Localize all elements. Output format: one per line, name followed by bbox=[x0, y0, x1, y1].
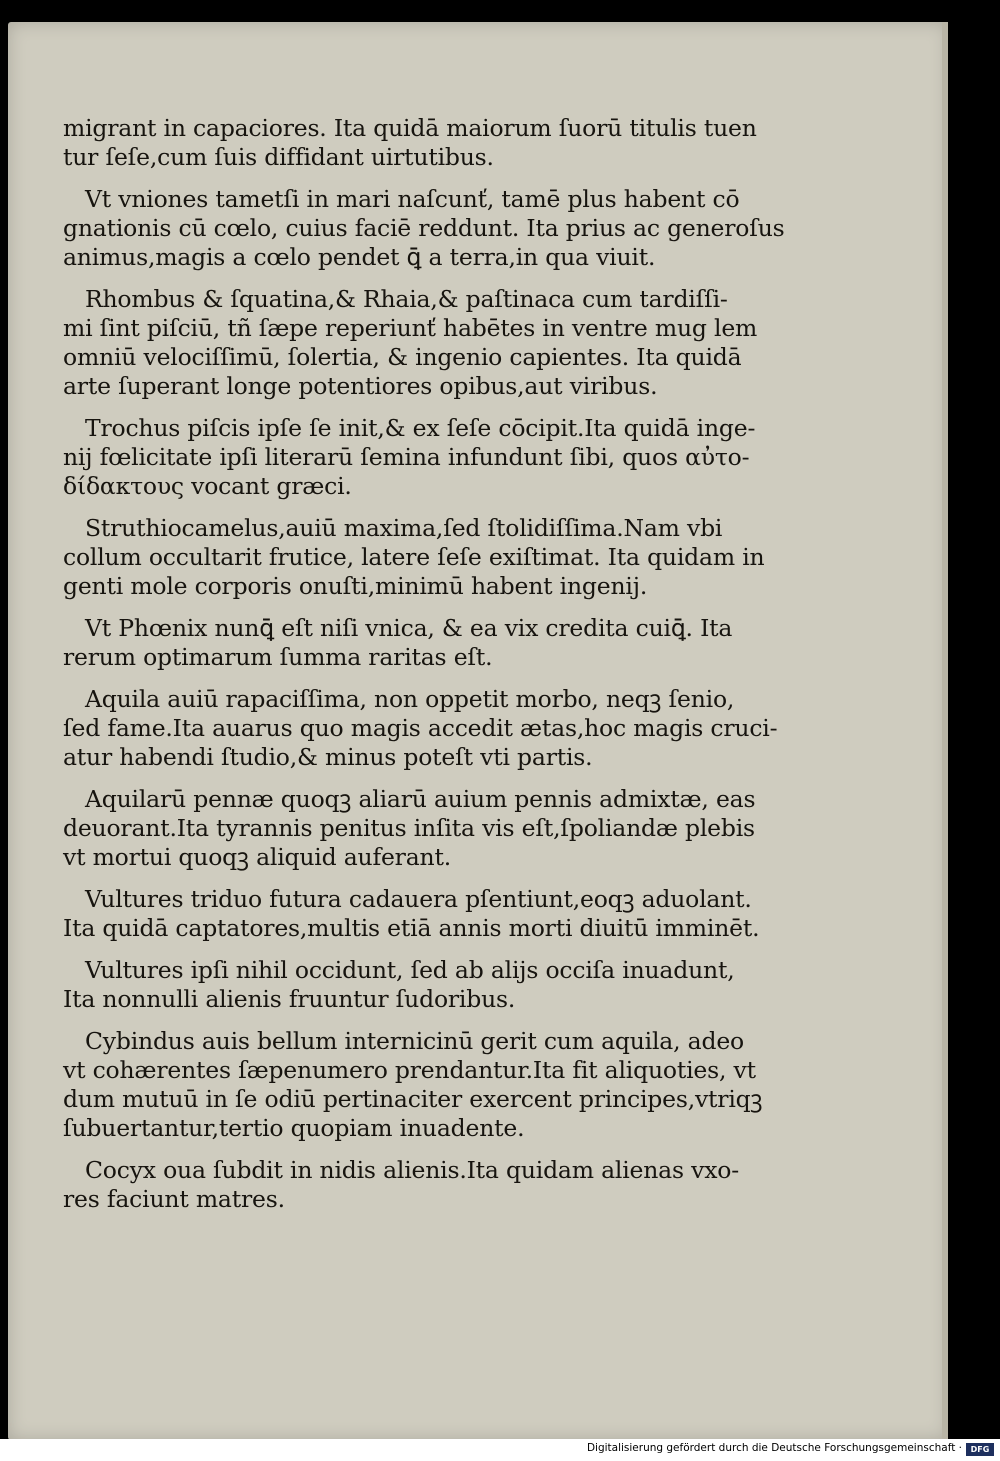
text-line: collum occultarit frutice, latere ſeſe exiſtimat. Ita quidam in bbox=[63, 543, 765, 571]
paragraph bbox=[63, 785, 756, 872]
text-line: vt mortui quoqꝫ aliquid auferant. bbox=[63, 843, 451, 871]
text-line: animus,magis a cœlo pendet ꝗ̄ a terra,in qua viuit. bbox=[63, 243, 656, 271]
text-line: dum mutuū in ſe odiū pertinaciter exercent principes,vtriqꝫ bbox=[63, 1085, 763, 1113]
paragraph bbox=[63, 1156, 739, 1214]
text-line: atur habendi ſtudio,& minus poteſt vti partis. bbox=[63, 743, 593, 771]
text-line: δίδακτους vocant græci. bbox=[63, 472, 352, 500]
text-line: Ita quidā captatores,multis etiā annis morti diuitū imminēt. bbox=[63, 914, 760, 942]
text-line: deuorant.Ita tyrannis penitus inſita vis eſt,ſpoliandæ plebis bbox=[63, 814, 755, 842]
text-line: genti mole corporis onuſti,minimū habent ingenij. bbox=[63, 572, 648, 600]
text-line: tur ſeſe,cum ſuis diffidant uirtutibus. bbox=[63, 143, 494, 171]
text-line: Rhombus & ſquatina,& Rhaia,& paſtinaca cum tardiſſi- bbox=[85, 285, 728, 313]
paragraph bbox=[63, 114, 757, 172]
text-line: Vultures triduo futura cadauera pſentiunt,eoqꝫ aduolant. bbox=[85, 885, 752, 913]
text-line: Cocyx oua ſubdit in nidis alienis.Ita quidam alienas vxo- bbox=[85, 1156, 739, 1184]
text-line: Vultures ipſi nihil occidunt, ſed ab alijs occiſa inuadunt, bbox=[85, 956, 735, 984]
paragraph bbox=[63, 514, 765, 601]
text-line: mi ſint piſciū, tñ ſæpe reperiunť habētes in ventre mug lem bbox=[63, 314, 758, 342]
text-line: Trochus piſcis ipſe ſe init,& ex ſeſe cōcipit.Ita quidā inge- bbox=[85, 414, 756, 442]
paragraph bbox=[63, 414, 756, 501]
paragraph bbox=[63, 185, 785, 272]
text-line: ſubuertantur,tertio quopiam inuadente. bbox=[63, 1114, 525, 1142]
text-line: Aquilarū pennæ quoqꝫ aliarū auium pennis admixtæ, eas bbox=[85, 785, 756, 813]
text-line: Vt Phœnix nunꝗ̄ eſt niſi vnica, & ea vix credita cuiꝗ̄. Ita bbox=[85, 614, 733, 642]
paragraph bbox=[63, 1027, 763, 1143]
text-line: Vt vniones tametſi in mari naſcunť, tamē plus habent cō bbox=[85, 185, 740, 213]
paragraph bbox=[63, 685, 778, 772]
text-line: ſed fame.Ita auarus quo magis accedit ætas,hoc magis cruci- bbox=[63, 714, 778, 742]
text-line: Aquila auiū rapaciſſima, non oppetit morbo, neqꝫ ſenio, bbox=[85, 685, 735, 713]
funding-credit: Digitalisierung gefördert durch die Deutsche Forschungsgemeinschaft · bbox=[586, 1442, 962, 1454]
text-line: Cybindus auis bellum internicinū gerit cum aquila, adeo bbox=[85, 1027, 744, 1055]
paragraph bbox=[63, 285, 758, 401]
text-line: gnationis cū cœlo, cuius faciē reddunt. Ita prius ac generoſus bbox=[63, 214, 785, 242]
text-line: arte ſuperant longe potentiores opibus,aut viribus. bbox=[63, 372, 658, 400]
text-line: res faciunt matres. bbox=[63, 1185, 285, 1213]
text-line: omniū velociſſimū, ſolertia, & ingenio capientes. Ita quidā bbox=[63, 343, 742, 371]
book-page bbox=[8, 22, 948, 1440]
dfg-logo: DFG bbox=[966, 1443, 994, 1456]
text-line: vt cohærentes ſæpenumero prendantur.Ita fit aliquoties, vt bbox=[63, 1056, 756, 1084]
text-line: rerum optimarum ſumma raritas eſt. bbox=[63, 643, 493, 671]
paragraph bbox=[63, 885, 760, 943]
paragraph bbox=[63, 614, 731, 672]
text-line: nij fœlicitate ipſi literarū ſemina infundunt ſibi, quos αὐτο- bbox=[63, 443, 750, 471]
text-line: Struthiocamelus,auiū maxima,ſed ſtolidiſſima.Nam vbi bbox=[85, 514, 723, 542]
text-line: Ita nonnulli alienis fruuntur ſudoribus. bbox=[63, 985, 516, 1013]
text-line: migrant in capaciores. Ita quidā maiorum ſuorū titulis tuen bbox=[63, 114, 757, 142]
footer-bar bbox=[0, 1439, 1000, 1461]
paragraph bbox=[63, 956, 735, 1014]
page-text bbox=[63, 114, 785, 1227]
